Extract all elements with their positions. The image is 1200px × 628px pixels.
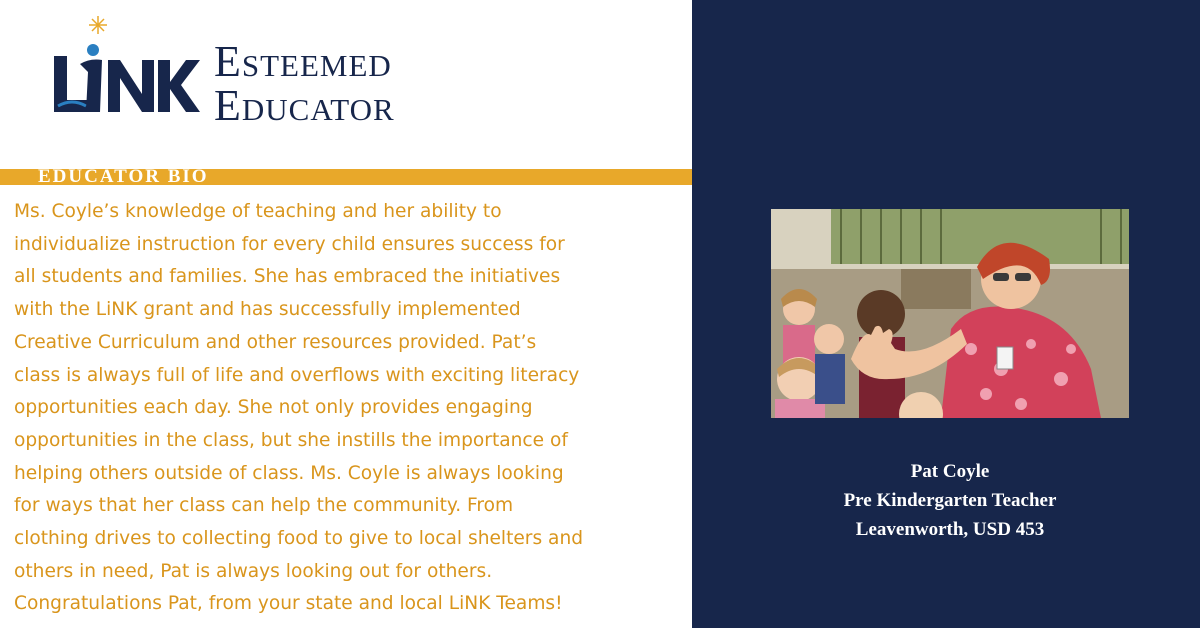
page-title xyxy=(214,37,395,130)
link-logo xyxy=(50,14,200,124)
section-label: EDUCATOR BIO xyxy=(38,169,209,185)
bio-line: opportunities in the class, but she instills the importance of xyxy=(14,429,568,451)
bio-line: Ms. Coyle’s knowledge of teaching and her ability to xyxy=(14,201,502,222)
bio-line: others in need, Pat is always looking out for others. xyxy=(14,560,493,582)
bio-line: with the LiNK grant and has successfully implemented xyxy=(14,299,521,321)
section-bar xyxy=(0,169,692,185)
educator-district: Leavenworth, USD 453 xyxy=(855,519,1045,540)
title-line-2: Educator xyxy=(214,81,395,130)
educator-role: Pre Kindergarten Teacher xyxy=(843,490,1057,511)
bio-line: class is always full of life and overflows with exciting literacy xyxy=(14,364,580,386)
bio-line: for ways that her class can help the community. From xyxy=(14,495,514,517)
educator-caption xyxy=(692,457,1200,544)
bio-line: all students and families. She has embraced the initiatives xyxy=(14,266,561,288)
bio-line: individualize instruction for every child ensures success for xyxy=(14,233,565,255)
educator-bio xyxy=(14,196,694,621)
bio-line: Congratulations Pat, from your state and local LiNK Teams! xyxy=(14,593,563,615)
educator-photo xyxy=(771,209,1129,418)
educator-name: Pat Coyle xyxy=(910,461,990,482)
bio-line: Creative Curriculum and other resources provided. Pat’s xyxy=(14,331,537,353)
bio-line: helping others outside of class. Ms. Coyle is always looking xyxy=(14,462,564,484)
bio-line: clothing drives to collecting food to give to local shelters and xyxy=(14,528,584,550)
bio-line: opportunities each day. She not only provides engaging xyxy=(14,397,533,419)
title-line-1: Esteemed xyxy=(214,37,392,86)
